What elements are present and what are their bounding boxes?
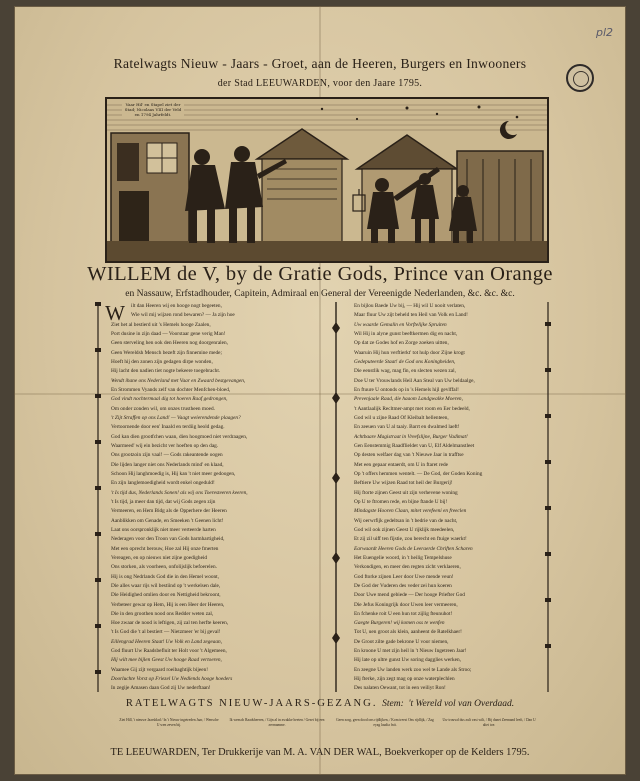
poem-line: Die Heidighed omlien door en Nettigheid bekroont, — [111, 592, 221, 599]
poem-line: Nederagen voor den Troon van Gods barmhartigheid, — [111, 536, 225, 543]
poem-line: Op dat ze Godes hof en Zorge zoeken uitten, — [354, 340, 449, 347]
proclamation-heading: WILLEM de V, by de Gratie Gods, Prince van Orange — [87, 263, 553, 285]
poem-line: Geen Wereldsh Mensch bezeft zijn finnemine mede; — [111, 349, 222, 356]
poem-line: Schoon Hij langhmoedig is, Hij kan 't niet meer gedoogen, — [111, 470, 236, 477]
poem-line: Wij oerwrfijk gedeltsan in 't bedrie van de nacht, — [354, 517, 458, 524]
song-verse: Geen zorg, geen dood ons rijdlijken, / Kom treest Ons rijdlijk, / Zag eyag laudia fnit. — [336, 718, 434, 727]
poem-line: Gen Eenstemmig Raadflieldet van U, Elf Aldelmanstleet — [354, 442, 475, 449]
poem-line: En zeeuen van U al taaiy. Barrt en dwalmed laeft! — [354, 424, 460, 431]
broadside-subtitle: der Stad LEEUWARDEN, voor den Jaare 1795. — [217, 78, 423, 89]
poem-line: Op U te ftromen rede, en bijne ftande U bij! — [354, 498, 448, 505]
poem-line: Verkondigen, en meer den regten zicht verklaeren, — [354, 564, 461, 571]
poem-line: Geen sterveling hen ook den Heeren nog doorgenralen, — [111, 340, 228, 347]
poem-line: En zeegne Uw landen werk zoo wel te Lande als Stroo; — [354, 666, 472, 673]
song-title: RATELWAGTS NIEUW-JAARS-GEZANG. — [125, 698, 378, 709]
poem-line: Achtbaare Magistraat in Vreefslijne, Burger Vadimat! — [354, 433, 468, 440]
woodcut-caption: Vaar Hil' en Stapel ziet der Stad; Nicolaas VIII der Veld en 1794 Jahrfeldt. — [122, 102, 184, 117]
poem-line: Wendt ihane ons Nederland met Vaar en Zwaard bestgevangen, — [111, 377, 246, 384]
poem-line: Die Jefus Koningrijk door Uwen leer vermeeren, — [354, 601, 458, 608]
poem-line: Uw waarde Gemalin en Vorftelijke Spruiten — [354, 321, 447, 328]
poem-line: Met een gepaar entaerdt, om U in ftaret rede — [354, 461, 448, 468]
poem-line: Het Euengelie woord, in 't heilig Tempelshuse — [354, 554, 452, 561]
poem-line: Laat ons oorspronklijk niet meer verteerde harten — [111, 526, 216, 533]
printer-imprint: TE LEEUWARDEN, Ter Drukkerije van M. A. VAN DER WAL, Boekverkoper op de Kelders 1795. — [110, 747, 530, 758]
poem-line: Die in den groothen nood ons Redder weten zal, — [111, 610, 214, 617]
proclamation-subheading: en Nassauw, Erfstadhouder, Capitein, Admiraal en General der Vereenigde Nederlanden, &c. &c. &c. — [125, 288, 515, 299]
woodcut-illustration — [105, 97, 549, 263]
poem-dropcap: W — [105, 301, 125, 325]
poem-line: Gaegte Burgeren! wij komen oss te wenfen — [354, 620, 445, 627]
poem-line: En zijn langlemoedigheid wordt enkel ongeduld! — [111, 480, 215, 487]
poem-line: Vertoornende door een' Inaald en terdiig heold gedag. — [111, 424, 225, 431]
poem-line: Ons grootzoin zijn vaal! — Gods rakeantende oogen — [111, 452, 223, 459]
poem-line: 't Is tijd dus, Nederlands Sonen! als wij ons Toeresteeren keeren, — [111, 489, 248, 496]
poem-line: Waarmeed' wij ein bezicht ver hoeften op den dag. — [111, 442, 219, 449]
poem-line: 't Aantlaalijk Recltmer-ampt met room en Eer bedeeld, — [354, 405, 470, 412]
poem-line: 't Zijt Straffen op ons Land! — Vaagt weierendende plaagen? — [111, 414, 241, 421]
poem-right-column — [354, 302, 599, 694]
song-verse: Uw trouwd dus zult vast wilt, / Bij danet Zeemand leeft, / Dan U altet toe. — [442, 718, 536, 727]
poem-line: Wil Hij in alyne gunst beeftkermen dig en nacht, — [354, 330, 458, 337]
poem-line: Doe U ter Vrouwlands Heil Aan Steal van Uw beldaalge, — [354, 377, 475, 384]
poem-line: En kroone U met zijn heil in 't Nieuw Ingetreen Jaar! — [354, 648, 467, 655]
song-stem-tune: 't Wereld vol van Overdaad. — [408, 699, 515, 709]
poem-line: Op 't offers hemmen wentelt. — De God, der Goden Koning — [354, 470, 483, 477]
poem-line: Doorluchte Vorst op Friezel Uw Nedlends hooge hoeders — [111, 676, 233, 683]
poem-line: Vereagen, en op nieuws niet zijne goedigheid — [111, 554, 208, 561]
poem-line: ilt dan Heeren wij en hooge nogt begeeten, — [131, 303, 222, 309]
poem-line: God fluurt Uw Raadsbefluit ter Holt voor 't Algemeen, — [111, 648, 227, 655]
poem-line: In zegije Amasen daan God zij Uw nederftaan! — [111, 685, 211, 692]
poem-line: Hoeft hij den zonen zijn gedagen dirpe wonden, — [111, 358, 213, 365]
poem-line: 't Is tijd, ja meer dan tijd, dat wij Gods zegen zijn — [111, 498, 216, 505]
poem-line: Hij lacht den nadien tiet nogte bekeere toegebracht. — [111, 368, 221, 375]
poem-line: God vindt nochtermaal dig tot hoeren Raaf gedrongen, — [111, 396, 228, 403]
poem-line: Vermeeren, en Hem Bidg als de Opperhere der Heeren — [111, 508, 227, 515]
broadside-title: Ratelwagts Nieuw - Jaars - Groet, aan de Heeren, Burgers en Inwooners — [113, 56, 527, 71]
poem-line: Waaruin Hij hun verftierkt' tot hulp door Zijne krogt — [354, 349, 465, 356]
poem-line: Port dusine in zijn daad — Voorstaar gene verig Man! — [111, 330, 226, 337]
poem-line: Earwaardt Heeren Gods de Leeraerde Chriften Scharen — [354, 545, 473, 552]
poem-left-column — [111, 302, 356, 694]
poem-line: God ftorke zijnen Leer door Uwe mende veun! — [354, 573, 454, 580]
poem-line: Gedeputeerde Staat! de God ons Koningheiden, — [354, 358, 456, 365]
left-ornament-bar — [92, 302, 104, 692]
poem-line: Die alles waar rijs wil bestiind op 't werkelsen dale, — [111, 582, 221, 589]
poem-line: Ziet het al bestierd uit 's Hemels hooge Zaalen, — [111, 321, 211, 328]
song-verses — [119, 718, 539, 742]
poem-line: Et zij zil uiff ten fijstie, zou berecht en ftuige waerkt! — [354, 536, 467, 543]
poem-line: En fchenke roit U een hun tot zijlig fteunuhot! — [354, 610, 453, 617]
song-verse: Ik wensch Raadsheeren, / Gijn al in zwakke heeten / Geset bij een zerrnamme. — [229, 718, 325, 727]
poem-line: Hoe zwaar de nood is leftigen, zij zal ten herfte keeren, — [111, 620, 229, 627]
poem-line: Prevenjaale Raad, die haaom Landgwalke Moeren, — [354, 396, 463, 403]
poem-line: En bijlou Baede Uw bij, — Hij wil U nooit verlaten, — [354, 303, 466, 309]
poem-line: De God der Vuderen des veder zei hun koeren — [354, 582, 452, 589]
poem-line: Door Uwe mend gebiede — Der hooge Priefter God — [354, 592, 465, 599]
song-title-line — [14, 698, 626, 709]
poem-line: Hij fterke, zijn zegt mag op onze waterplechlen — [354, 676, 455, 683]
poem-line: Aanblikken om Genade, en Smeeken 't Geenen licht! — [111, 517, 224, 524]
song-verse: Ziet Hill, 't nieuwe Jaarsblad / In 't Nieuw ingetreden Jaar, / Wensche U wen zeven bij. — [119, 718, 219, 727]
poem-line: Op desten welfaer dag van 't Nieuwe Jaar in trafftse — [354, 452, 464, 459]
poem-line: En ftuure U ontonds op in 's Hemels hijl gevlffal! — [354, 386, 459, 393]
poem-line: 't Is God die 't al bestiert — Nietzmeer 'er bij geval! — [111, 629, 221, 636]
woodcut-scene-graphic — [107, 99, 547, 261]
poem-line: Die eenstlik wag, mag fin, en slecten wezen zal, — [354, 368, 456, 375]
poem-line: Met een oprecht berouw, Hoe zal Hij onze fmerten — [111, 545, 219, 552]
poem-line: Hij wilt mee bijlen Geest Uw hooge Raad vertoeren, — [111, 657, 222, 664]
poem-line: Waamee Gij zijt vergaard roeibaghtijk bijeen! — [111, 666, 208, 673]
poem-line: Die lijden langer niet ons Nederlands mind' en klaad, — [111, 461, 224, 468]
poem-line: God kan dien grootfchen waan, dien hoogmoed niet verdraagen, — [111, 433, 248, 440]
poem-line: De Groot zilte gade bekrone U voor niemen, — [354, 638, 449, 645]
poem-line: Beftiere Uw wijzen Raad tot heil der Burgerij! — [354, 480, 453, 487]
poem-line: Des nalaten Oewant, tot in een veiliyt Ron! — [354, 685, 446, 692]
poem-line: En Strommen Vyands zelf van dochter Menfchen-bloed, — [111, 386, 231, 393]
poem-line: Hij ftorte zijnen Geest uit zijn verhevene woning — [354, 489, 458, 496]
poem-line: Maar fluur Uw zijt beheld ten Heil van Volk en Land! — [354, 312, 468, 319]
poem-line: Mindagste Hooren Claan, mitet verefeeni en freeclen — [354, 508, 467, 515]
song-stem-label: Stem: — [382, 699, 404, 709]
poem-line: Hij is ong Nedrlands God die in den Hemel woont, — [111, 573, 219, 580]
poem-line: Hij late op ultre gunst Uw soring dagglies werken, — [354, 657, 461, 664]
poem-line: Verbeteer gewar op Hem, Hij is een Heer der Heeren, — [111, 601, 225, 608]
poem-line: Om onder zonden wil, om onzes trustheen moed. — [111, 405, 216, 412]
poem-line: Ons storken, als voorheen, onfolijslijk befoerelen. — [111, 564, 217, 571]
poem-line: Wie wil mij wijzen rond bewaren? — Ja zijn hoe — [131, 312, 235, 319]
poem-line: Eillengrad Heeren Staat! Uw Volk en Land zegeaan, — [111, 638, 223, 645]
poem-line: Tot U, uen groot als klein, aanheent de Ratelkhaer! — [354, 629, 462, 636]
broadside-sheet — [14, 6, 626, 775]
poem-line: God wil ook zijnen Geest U rijklijk meedeelen, — [354, 526, 455, 533]
poem-line: God wil u zijne Raad Of Kleibalt hellenteen, — [354, 414, 449, 421]
archive-pencil-note: pl2 — [596, 26, 614, 39]
